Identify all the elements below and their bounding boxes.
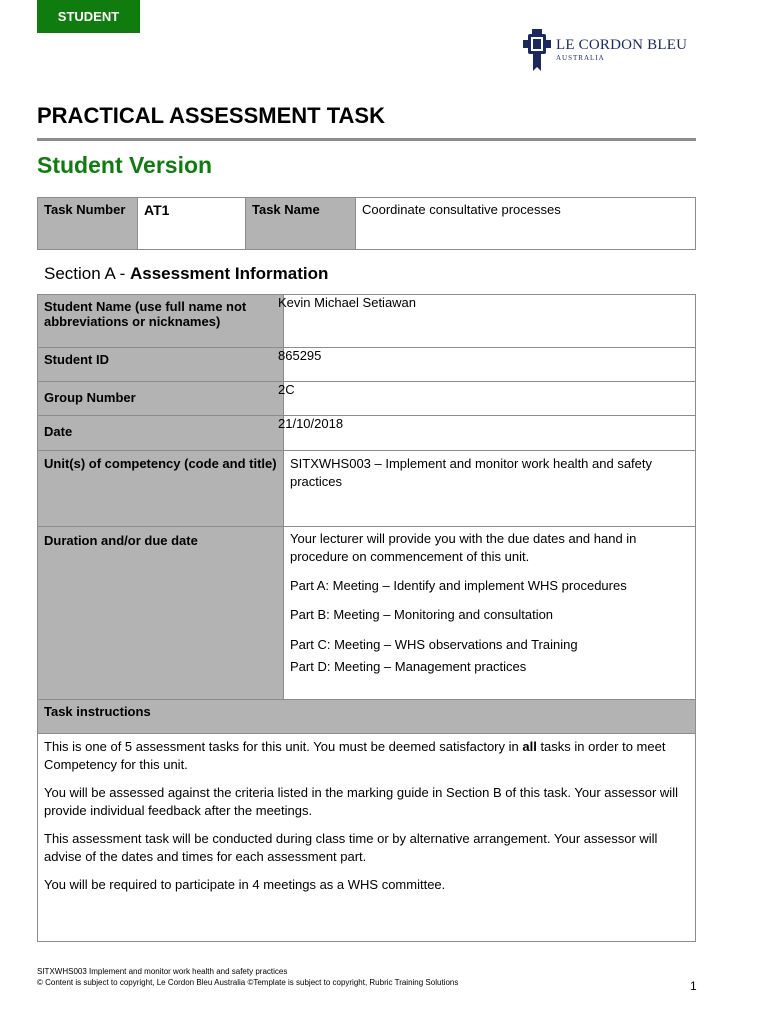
assessment-info-table (37, 294, 696, 942)
student-tag: STUDENT (37, 0, 140, 33)
title-divider (37, 138, 696, 141)
task-instructions-cell (38, 734, 696, 942)
footer-unit: SITXWHS003 Implement and monitor work health and safety practices (37, 967, 288, 976)
duration-intro: Your lecturer will provide you with the due dates and hand in procedure on commencement of this unit. (290, 531, 637, 564)
logo-main-text: LE CORDON BLEU (556, 37, 688, 53)
section-prefix: Section A - (44, 264, 130, 283)
unit-label: Unit(s) of competency (code and title) (38, 451, 284, 527)
page-number: 1 (690, 979, 697, 993)
crest-icon (522, 28, 552, 72)
student-id-value: 865295 (278, 348, 322, 363)
task-number-label: Task Number (38, 198, 138, 250)
page-subtitle: Student Version (37, 152, 213, 178)
duration-cell (284, 527, 696, 700)
section-heading (44, 264, 328, 284)
instruction-3: This assessment task will be conducted during class time or by alternative arrangement. Your assessor will advise of the dates and times for each assessment part. (44, 831, 658, 864)
student-name-label: Student Name (use full name not abbreviations or nicknames) (38, 295, 284, 348)
instruction-1: This is one of 5 assessment tasks for this unit. You must be deemed satisfactory in all tasks in order to meet Competency for this unit. (44, 739, 666, 772)
task-instructions-label: Task instructions (38, 700, 696, 734)
task-number-value: AT1 (138, 198, 246, 250)
group-number-label: Group Number (38, 382, 284, 416)
date-label: Date (38, 416, 284, 451)
part-b: Part B: Meeting – Monitoring and consultation (290, 607, 554, 622)
date-value: 21/10/2018 (278, 416, 344, 431)
section-title: Assessment Information (130, 264, 329, 283)
date-cell (278, 416, 696, 451)
student-id-label: Student ID (38, 348, 284, 382)
student-name-value: Kevin Michael Setiawan (278, 295, 417, 310)
unit-value: SITXWHS003 – Implement and monitor work health and safety practices (284, 451, 696, 527)
part-a: Part A: Meeting – Identify and implement WHS procedures (290, 578, 627, 593)
group-number-value: 2C (278, 382, 295, 397)
task-name-value: Coordinate consultative processes (356, 198, 696, 250)
footer-copyright: © Content is subject to copyright, Le Cordon Bleu Australia ©Template is subject to copyright, Rubric Training Solutions (37, 978, 459, 987)
task-name-label: Task Name (246, 198, 356, 250)
part-d: Part D: Meeting – Management practices (290, 659, 527, 674)
page-title: PRACTICAL ASSESSMENT TASK (37, 103, 385, 128)
student-name-cell (278, 295, 696, 348)
part-c: Part C: Meeting – WHS observations and Training (290, 637, 578, 652)
footer (37, 966, 458, 988)
group-number-cell (278, 382, 696, 416)
instruction-2: You will be assessed against the criteria listed in the marking guide in Section B of this task. Your assessor will provide individual feedback after the meetings. (44, 785, 678, 818)
task-table (37, 197, 696, 250)
duration-label: Duration and/or due date (38, 527, 284, 700)
le-cordon-bleu-logo (522, 27, 697, 73)
student-id-cell (278, 348, 696, 382)
instruction-4: You will be required to participate in 4 meetings as a WHS committee. (44, 877, 446, 892)
logo-sub-text: AUSTRALIA (556, 54, 605, 62)
